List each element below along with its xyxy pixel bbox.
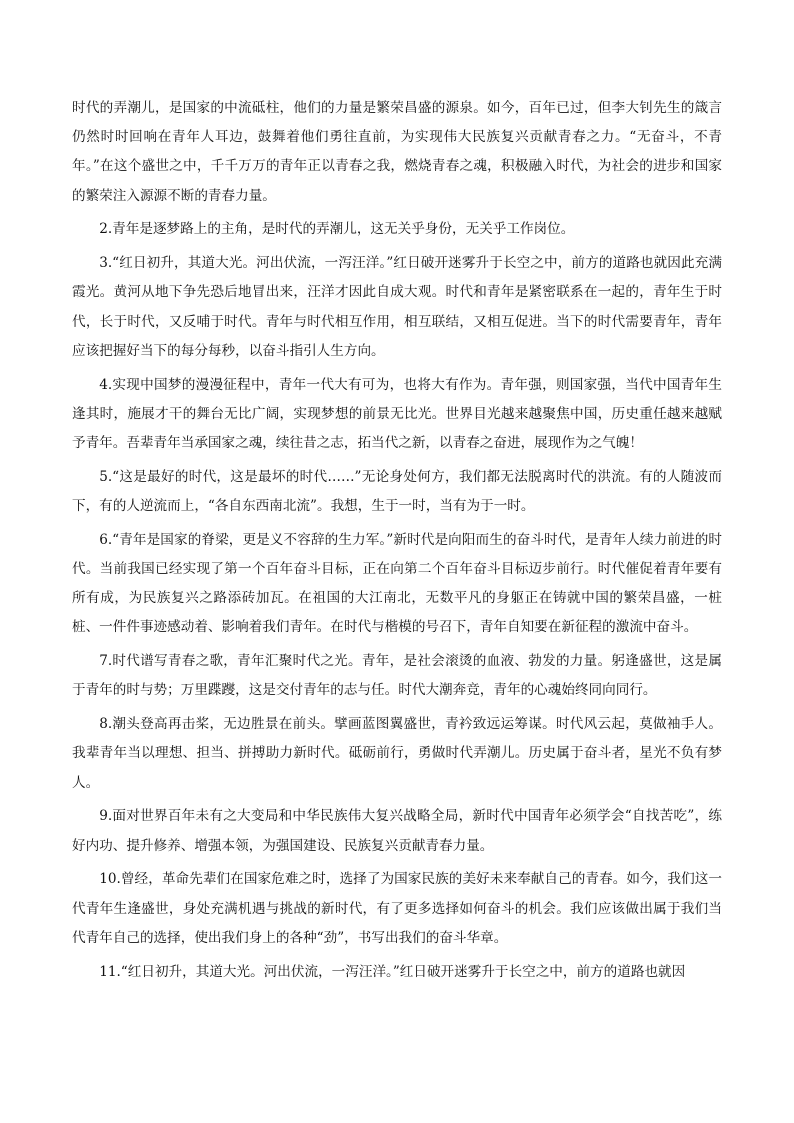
paragraph-item-2: 2.青年是逐梦路上的主角，是时代的弄潮儿，这无关乎身份，无关乎工作岗位。 [99, 221, 575, 238]
paragraph-item-10: 10.曾经，革命先辈们在国家危难之时，选择了为国家民族的美好未来奉献自己的青春。如今，我们这一代青年生逢盛世，身处充满机遇与挑战的新时代，有了更多选择如何奋斗的机会。我们应该做出属于我们当代青年自己的选择，使出我们身上的各种“劲”，书写出我们的奋斗华章。 [72, 871, 722, 946]
paragraph-item-4: 4.实现中国梦的漫漫征程中，青年一代大有可为，也将大有作为。青年强，则国家强，当代中国青年生逢其时，施展才干的舞台无比广阔，实现梦想的前景无比光。世界目光越来越聚焦中国，历史重任越来越赋予青年。吾辈青年当承国家之魂，续往昔之志，拓当代之新，以青春之奋进，展现作为之气魄！ [72, 376, 722, 452]
paragraph-item-8: 8.潮头登高再击桨，无边胜景在前头。擘画蓝图翼盛世，青衿致远运筹谋。时代风云起，莫做袖手人。我辈青年当以理想、担当、拼搏助力新时代。砥砺前行，勇做时代弄潮儿。历史属于奋斗者，星光不负有梦人。 [72, 716, 722, 791]
paragraph-item-6: 6.“青年是国家的脊梁，更是义不容辞的生力军。”新时代是向阳而生的奋斗时代，是青年人续力前进的时代。当前我国已经实现了第一个百年奋斗目标，正在向第二个百年奋斗目标迈步前行。时代催促着青年要有所有成，为民族复兴之路添砖加瓦。在祖国的大江南北，无数平凡的身躯正在铸就中国的繁荣昌盛，一桩桩、一件件事迹感动着、影响着我们青年。在时代与楷模的号召下，青年自知要在新征程的激流中奋斗。 [72, 531, 722, 636]
paragraph-item-11: 11.“红日初升，其道大光。河出伏流，一泻汪洋。”红日破开迷雾升于长空之中，前方的道路也就因 [99, 963, 686, 980]
paragraph-item-7: 7.时代谱写青春之歌，青年汇聚时代之光。青年，是社会滚烫的血液、勃发的力量。躬逢盛世，这是属于青年的时与势；万里蹀躞，这是交付青年的志与任。时代大潮奔竞，青年的心魂始终同向同行。 [72, 653, 722, 699]
paragraph-item-3: 3.“红日初升，其道大光。河出伏流，一泻汪洋。”红日破开迷雾升于长空之中，前方的道路也就因此充满霞光。黄河从地下争先恐后地冒出来，汪洋才因此自成大观。时代和青年是紧密联系在一起的，青年生于时代，长于时代，又反哺于时代。青年与时代相互作用，相互联结，又相互促进。当下的时代需要青年，青年应该把握好当下的每分每秒，以奋斗指引人生方向。 [72, 255, 722, 359]
paragraph-continued: 时代的弄潮儿，是国家的中流砥柱，他们的力量是繁荣昌盛的源泉。如今，百年已过，但李大钊先生的箴言仍然时时回响在青年人耳边，鼓舞着他们勇往直前，为实现伟大民族复兴贡献青春之力。“无奋斗，不青年。”在这个盛世之中，千千万万的青年正以青春之我，燃烧青春之魂，积极融入时代，为社会的进步和国家的繁荣注入源源不断的青春力量。 [72, 100, 722, 204]
document-body [72, 94, 722, 991]
paragraph-item-5: 5.“这是最好的时代，这是最坏的时代……”无论身处何方，我们都无法脱离时代的洪流。有的人随波而下，有的人逆流而上，“各自东西南北流”。我想，生于一时，当有为于一时。 [72, 468, 722, 515]
paragraph-item-9: 9.面对世界百年未有之大变局和中华民族伟大复兴战略全局，新时代中国青年必须学会“自找苦吃”，练好内功、提升修养、增强本领，为强国建设、民族复兴贡献青春力量。 [72, 808, 722, 854]
